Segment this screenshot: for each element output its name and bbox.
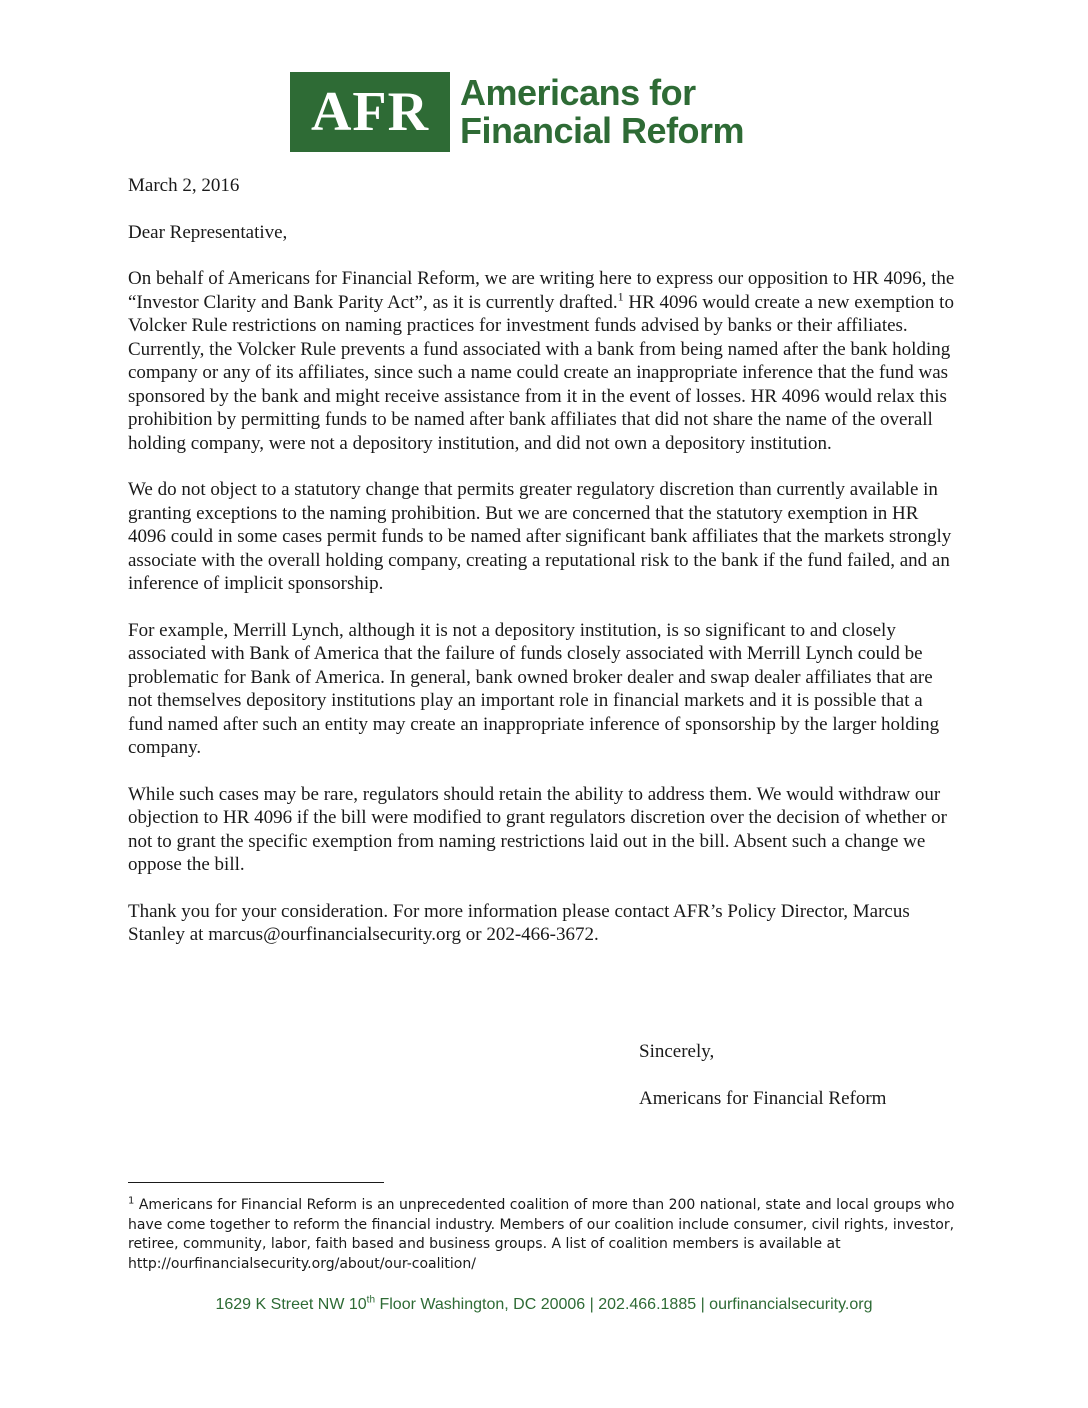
paragraph-1: [128, 267, 958, 455]
paragraph-4: While such cases may be rare, regulators should retain the ability to address them. We would withdraw our objection to HR 4096 if the bill were modified to grant regulators discretion over the decision of whether or not to grant the specific exemption from naming restrictions laid out in the bill. Absent such a change we oppose the bill.: [128, 783, 947, 875]
paragraph-3: For example, Merrill Lynch, although it is not a depository institution, is so significant to and closely associated with Bank of America that the failure of funds closely associated with Merrill Lynch could be problematic for Bank of America. In general, bank owned broker dealer and swap dealer affiliates that are not themselves depository institutions play an important role in financial markets and it is possible that a fund named after such an entity may create an inappropriate inference of sponsorship by the larger holding company.: [128, 619, 940, 758]
letter-date: March 2, 2016: [128, 175, 240, 196]
footnote: [128, 1196, 968, 1274]
org-name-line1: Americans for: [460, 72, 696, 113]
address-part2: Floor Washington, DC 20006 | 202.466.1885 | ourfinancialsecurity.org: [375, 1296, 873, 1313]
address-footer: [0, 1296, 1088, 1314]
closing: Sincerely,: [639, 1041, 715, 1062]
letter-body: [128, 174, 958, 970]
address-superscript: th: [366, 1294, 376, 1306]
footnote-text: Americans for Financial Reform is an unprecedented coalition of more than 200 national, state and local groups who have come together to reform the financial industry. Members of our coalition include consumer, civil rights, investor, retiree, community, labor, faith based and business groups. A list of coalition members is available at http://ourfinancialsecurity.org/about/our-coalition/: [128, 1197, 955, 1272]
salutation: Dear Representative,: [128, 221, 288, 243]
signature: Americans for Financial Reform: [639, 1087, 887, 1109]
logo-text: AFR: [310, 81, 430, 143]
paragraph-5: Thank you for your consideration. For more information please contact AFR’s Policy Director, Marcus Stanley at marcus@ourfinancialsecurity.org or 202-466-3672.: [128, 900, 910, 945]
address-part1: 1629 K Street NW 10: [215, 1296, 367, 1313]
footnote-divider: [128, 1182, 384, 1183]
paragraph-2: We do not object to a statutory change that permits greater regulatory discretion than currently available in granting exceptions to the naming prohibition. But we are concerned that the statutory exemption in HR 4096 could in some cases permit funds to be named after significant bank affiliates that the markets strongly associate with the overall holding company, creating a reputational risk to the bank if the fund failed, and an inference of implicit sponsorship.: [128, 479, 952, 594]
org-name-line2: Financial Reform: [460, 110, 745, 151]
footnote-reference: 1: [617, 289, 624, 304]
afr-logo: [290, 72, 450, 152]
letterhead: [290, 72, 744, 152]
closing-block: [639, 1040, 886, 1110]
paragraph-1-part2: HR 4096 would create a new exemption to Volcker Rule restrictions on naming practices for investment funds advised by banks or their affiliates. Currently, the Volcker Rule prevents a fund associated with a bank from being named after the bank holding company or any of its affiliates, since such a name could create an inappropriate inference that the fund was sponsored by the bank and might receive assistance from it in the event of losses. HR 4096 would relax this prohibition by permitting funds to be named after bank affiliates that did not share the name of the overall holding company, were not a depository institution, and did not own a depository institution.: [128, 291, 954, 454]
footnote-marker: 1: [128, 1195, 135, 1207]
paragraph-1-part1: On behalf of Americans for Financial Reform, we are writing here to express our opposition to HR 4096, the “Investor Clarity and Bank Parity Act”, as it is currently drafted.: [128, 268, 955, 313]
organization-name: [460, 74, 744, 150]
